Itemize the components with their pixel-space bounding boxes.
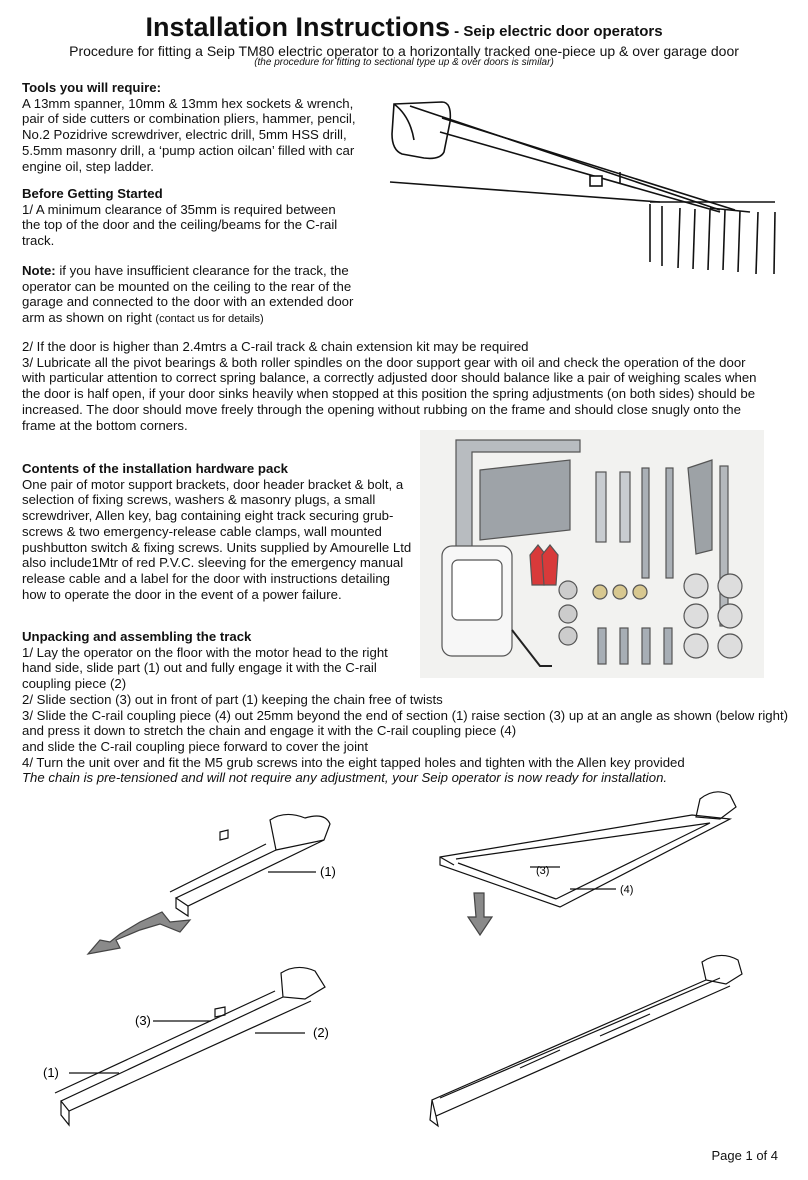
page-title [0,14,808,41]
before-heading: Before Getting Started [22,186,163,201]
before-step3: 3/ Lubricate all the pivot bearings & both roller spindles on the door support gear with oil and check the operation of the door with particular attention to correct spring balance, a correctly adjusted door should balance like a pair of weighing scales when the door is half open, if your door sinks heavily when stopped at this position the spring adjustments (on both sides) should be increased. The door should move freely through the opening without rubbing on the frame and should close snugly onto the frame at the bottom corners. [22,354,757,433]
unpacking-heading: Unpacking and assembling the track [22,629,252,644]
page-number: Page 1 of 4 [711,1148,778,1163]
before-step2: 2/ If the door is higher than 2.4mtrs a C-rail track & chain extension kit may be required [22,339,529,354]
unpacking-step4: 4/ Turn the unit over and fit the M5 grub screws into the eight tapped holes and tighten with the Allen key provided [22,754,685,770]
note-section [22,263,362,328]
note-contact: (contact us for details) [155,313,264,326]
note-body: if you have insufficient clearance for the track, the operator can be mounted on the ceiling to the rear of the garage and connected to the door with an extended door arm as shown on right [22,263,354,326]
note-label: Note: [22,263,56,278]
contents-section [22,461,414,602]
unpacking-step3: 3/ Slide the C-rail coupling piece (4) out 25mm beyond the end of section (1) raise section (3) up at an angle as shown (below right) and press it down to stretch the chain and engage it with the C-rail coupling piece (4) [22,707,789,739]
tools-section [22,80,362,174]
title-main: Installation Instructions [145,12,450,42]
d2-label-4: (4) [620,884,634,896]
contents-body: One pair of motor support brackets, door header bracket & bolt, a selection of fixing screws, washers & masonry plugs, a small screwdriver, Allen key, bag containing eight track securing grub-screws & two emergency-release cable clamps, wall mounted pushbutton switch & fixing screws. Units supplied by Amourelle Ltd also include1Mtr of red P.V.C. sleeving for the emergency manual release cable and a label for the door with instructions detailing how to operate the door in the event of a power failure. [22,476,412,602]
before-steps [22,339,772,433]
page-subnote: (the procedure for fitting to sectional type up & over doors is similar) [254,57,554,68]
d1-label-1: (1) [320,864,336,879]
before-step1: 1/ A minimum clearance of 35mm is required between the top of the door and the ceiling/beams for the C-rail track. [22,201,338,249]
page-subtitle: Procedure for fitting a Seip TM80 electric operator to a horizontally tracked one-piece up & over garage door [69,43,739,59]
contents-heading: Contents of the installation hardware pack [22,461,288,476]
unpacking-step2: 2/ Slide section (3) out in front of part (1) keeping the chain free of twists [22,691,443,707]
d3-label-1: (1) [43,1065,59,1080]
track-diagram-step3 [430,785,760,945]
ceiling-mount-illustration [380,92,790,282]
d3-label-3: (3) [135,1013,151,1028]
track-diagram-step1 [80,810,380,960]
tools-heading: Tools you will require: [22,80,161,95]
unpacking-closing: The chain is pre-tensioned and will not require any adjustment, your Seip operator is now ready for installation. [22,770,668,786]
unpacking-section [22,629,792,786]
unpacking-step3b: and slide the C-rail coupling piece forward to cover the joint [22,738,368,754]
before-section [22,186,350,249]
title-suffix: - Seip electric door operators [449,23,663,40]
d3-label-2: (2) [313,1025,329,1040]
track-diagram-step2 [35,965,345,1135]
track-diagram-step4 [420,950,750,1130]
d2-label-3: (3) [536,865,550,877]
unpacking-step1: 1/ Lay the operator on the floor with the motor head to the right hand side, slide part (1) out and fully engage it with the C-rail coupling piece (2) [22,644,388,692]
tools-body: A 13mm spanner, 10mm & 13mm hex sockets & wrench, pair of side cutters or combination pliers, hammer, pencil, No.2 Pozidrive screwdriver, electric drill, 5mm HSS drill, 5.5mm masonry drill, a ‘pump action oilcan’ filled with car engine oil, step ladder. [22,95,356,174]
